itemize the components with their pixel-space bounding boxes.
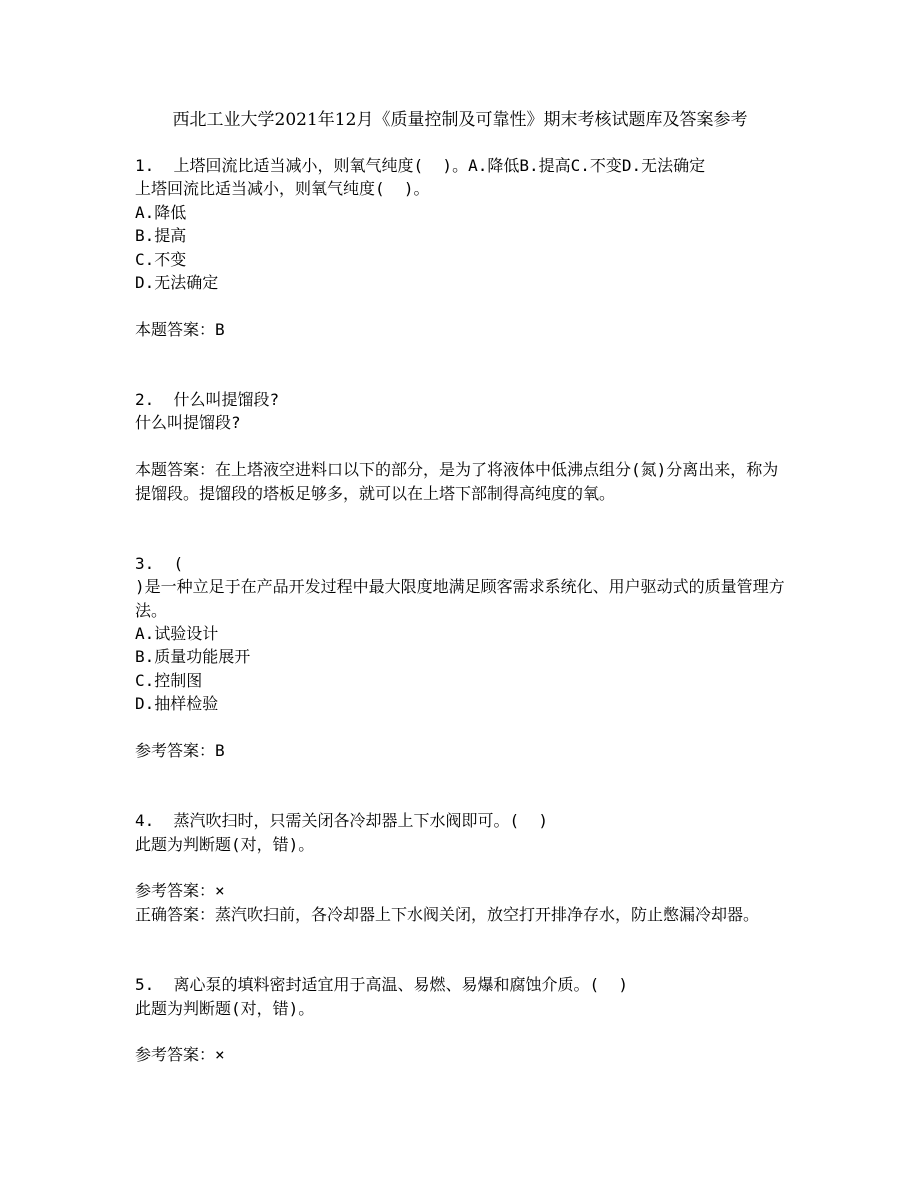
question-5-heading: 5. 离心泵的填料密封适宜用于高温、易燃、易爆和腐蚀介质。( ) [135,975,629,995]
question-3-option-a: A.试验设计 [135,624,219,644]
question-3-answer: 参考答案：B [135,741,225,761]
question-1-option-c: C.不变 [135,249,187,269]
question-4-correct-answer: 正确答案：蒸汽吹扫前，各冷却器上下水阀关闭，放空打开排净存水，防止憋漏冷却器。 [135,904,760,924]
question-3-option-c: C.控制图 [135,670,203,690]
question-3-option-d: D.抽样检验 [135,694,219,714]
question-1-option-b: B.提高 [135,226,187,246]
document-title: 西北工业大学2021年12月《质量控制及可靠性》期末考核试题库及答案参考 [172,110,748,130]
question-list [135,154,790,1067]
question-1-option-d: D.无法确定 [135,273,219,293]
question-5-answer: 参考答案：× [135,1045,225,1065]
question-3-body: )是一种立足于在产品开发过程中最大限度地满足顾客需求系统化、用户驱动式的质量管理方法。 [135,577,785,620]
question-1-body: 上塔回流比适当减小，则氧气纯度( )。 [135,179,430,199]
question-2-answer: 本题答案：在上塔液空进料口以下的部分，是为了将液体中低沸点组分(氮)分离出来，称为提馏段。提馏段的塔板足够多，就可以在上塔下部制得高纯度的氧。 [135,460,779,503]
question-2-heading: 2. 什么叫提馏段? [135,390,280,410]
question-3 [135,552,790,763]
question-4-body: 此题为判断题(对，错)。 [135,834,315,854]
question-5-body: 此题为判断题(对，错)。 [135,998,315,1018]
question-4 [135,809,790,926]
question-3-option-b: B.质量功能展开 [135,647,251,667]
question-4-heading: 4. 蒸汽吹扫时，只需关闭各冷却器上下水阀即可。( ) [135,811,549,831]
question-1-option-a: A.降低 [135,202,187,222]
question-5 [135,973,790,1067]
question-3-heading: 3. ( [135,553,184,573]
question-4-answer: 参考答案：× [135,881,225,901]
question-2-body: 什么叫提馏段? [135,413,241,433]
question-1-heading: 1. 上塔回流比适当减小，则氧气纯度( )。A.降低B.提高C.不变D.无法确定 [135,156,706,175]
question-1-answer: 本题答案：B [135,319,225,339]
question-1 [135,154,790,341]
question-2 [135,388,790,505]
